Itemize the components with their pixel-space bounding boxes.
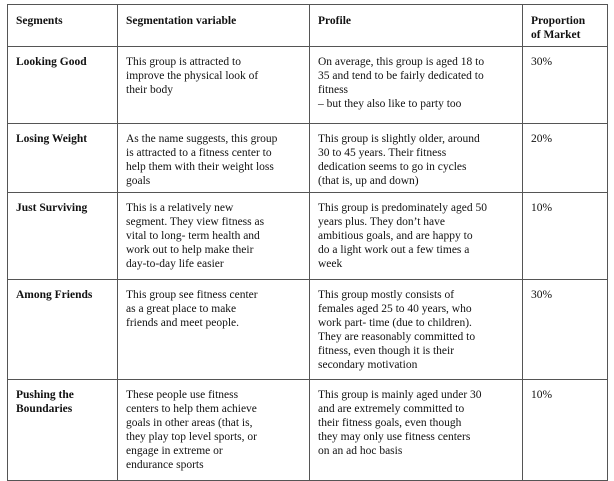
segmentation-variable-cell-line: This is a relatively new [126,202,234,214]
segment-name-line: Looking Good [16,56,87,68]
profile-cell [310,193,523,280]
table-row [8,280,608,380]
header-profile: Profile [310,5,523,47]
header-row [8,5,608,47]
segmentation-variable-cell [118,380,310,481]
profile-cell-line: on an ad hoc basis [318,445,403,457]
profile-cell-line: This group is mainly aged under 30 [318,389,482,401]
profile-cell-line: years plus. They don’t have [318,216,446,228]
profile-cell [310,280,523,380]
profile-cell [310,380,523,481]
segment-name-line: Losing Weight [16,133,88,145]
proportion-cell: 10% [523,380,608,481]
profile-cell-line: 30 to 45 years. Their fitness [318,147,447,159]
profile-cell [310,47,523,124]
table-row [8,124,608,193]
table-row [8,193,608,280]
segmentation-variable-cell [118,47,310,124]
segment-name-line: Pushing the [16,389,74,401]
profile-cell-line: females aged 25 to 40 years, who [318,303,472,315]
profile-cell-line: and are extremely committed to [318,403,465,415]
segment-name [8,280,118,380]
profile-cell-line: secondary motivation [318,359,418,371]
segment-name [8,380,118,481]
header-proportion-line1: Proportion [531,15,586,27]
header-proportion-line2: of Market [531,29,581,41]
proportion-cell: 20% [523,124,608,193]
profile-cell-line: This group is predominately aged 50 [318,202,487,214]
segment-name [8,193,118,280]
profile-cell-line: This group is slightly older, around [318,133,480,145]
profile-cell-line: their fitness goals, even though [318,417,462,429]
header-proportion [523,5,608,47]
table-row [8,380,608,481]
profile-cell-line: – but they also like to party too [318,98,462,110]
segmentation-variable-cell-line: they play top level sports, or [126,431,257,443]
profile-cell-line: On average, this group is aged 18 to [318,56,485,68]
profile-cell-line: ambitious goals, and are happy to [318,230,473,242]
profile-cell-line: fitness [318,84,349,96]
segmentation-variable-cell-line: day-to-day life easier [126,258,224,270]
segment-name [8,47,118,124]
segment-name-line: Among Friends [16,289,93,301]
segmentation-variable-cell [118,193,310,280]
proportion-cell: 30% [523,47,608,124]
segment-name-line: Boundaries [16,403,73,415]
profile-cell-line: This group mostly consists of [318,289,455,301]
segmentation-variable-cell-line: work out to help make their [126,244,254,256]
segmentation-variable-cell-line: vital to long- term health and [126,230,260,242]
segmentation-variable-cell-line: endurance sports [126,459,204,471]
segmentation-variable-cell-line: goals in other areas (that is, [126,417,253,429]
proportion-cell: 10% [523,193,608,280]
segmentation-variable-cell [118,280,310,380]
segmentation-variable-cell-line: centers to help them achieve [126,403,257,415]
profile-cell-line: fitness, even though it is their [318,345,455,357]
segmentation-variable-cell-line: their body [126,84,173,96]
segment-name-line: Just Surviving [16,202,88,214]
proportion-cell: 30% [523,280,608,380]
segmentation-table [7,4,608,481]
segmentation-variable-cell-line: engage in extreme or [126,445,223,457]
profile-cell-line: they may only use fitness centers [318,431,471,443]
segmentation-variable-cell-line: is attracted to a fitness center to [126,147,272,159]
segmentation-variable-cell-line: These people use fitness [126,389,239,401]
segmentation-variable-cell-line: As the name suggests, this group [126,133,278,145]
segmentation-variable-cell [118,124,310,193]
segmentation-variable-cell-line: help them with their weight loss [126,161,274,173]
table-row [8,47,608,124]
segment-name [8,124,118,193]
profile-cell-line: They are reasonably committed to [318,331,476,343]
profile-cell-line: do a light work out a few times a [318,244,470,256]
segmentation-variable-cell-line: friends and meet people. [126,317,240,329]
header-segments: Segments [8,5,118,47]
segmentation-variable-cell-line: segment. They view fitness as [126,216,265,228]
segmentation-variable-cell-line: This group is attracted to [126,56,241,68]
header-segmentation-variable: Segmentation variable [118,5,310,47]
segmentation-variable-cell-line: improve the physical look of [126,70,259,82]
profile-cell-line: 35 and tend to be fairly dedicated to [318,70,484,82]
profile-cell-line: dedication seems to go in cycles [318,161,467,173]
profile-cell-line: work part- time (due to children). [318,317,472,329]
segmentation-variable-cell-line: This group see fitness center [126,289,258,301]
segmentation-variable-cell-line: goals [126,175,151,187]
profile-cell-line: week [318,258,343,270]
segmentation-variable-cell-line: as a great place to make [126,303,237,315]
profile-cell-line: (that is, up and down) [318,175,419,187]
profile-cell [310,124,523,193]
